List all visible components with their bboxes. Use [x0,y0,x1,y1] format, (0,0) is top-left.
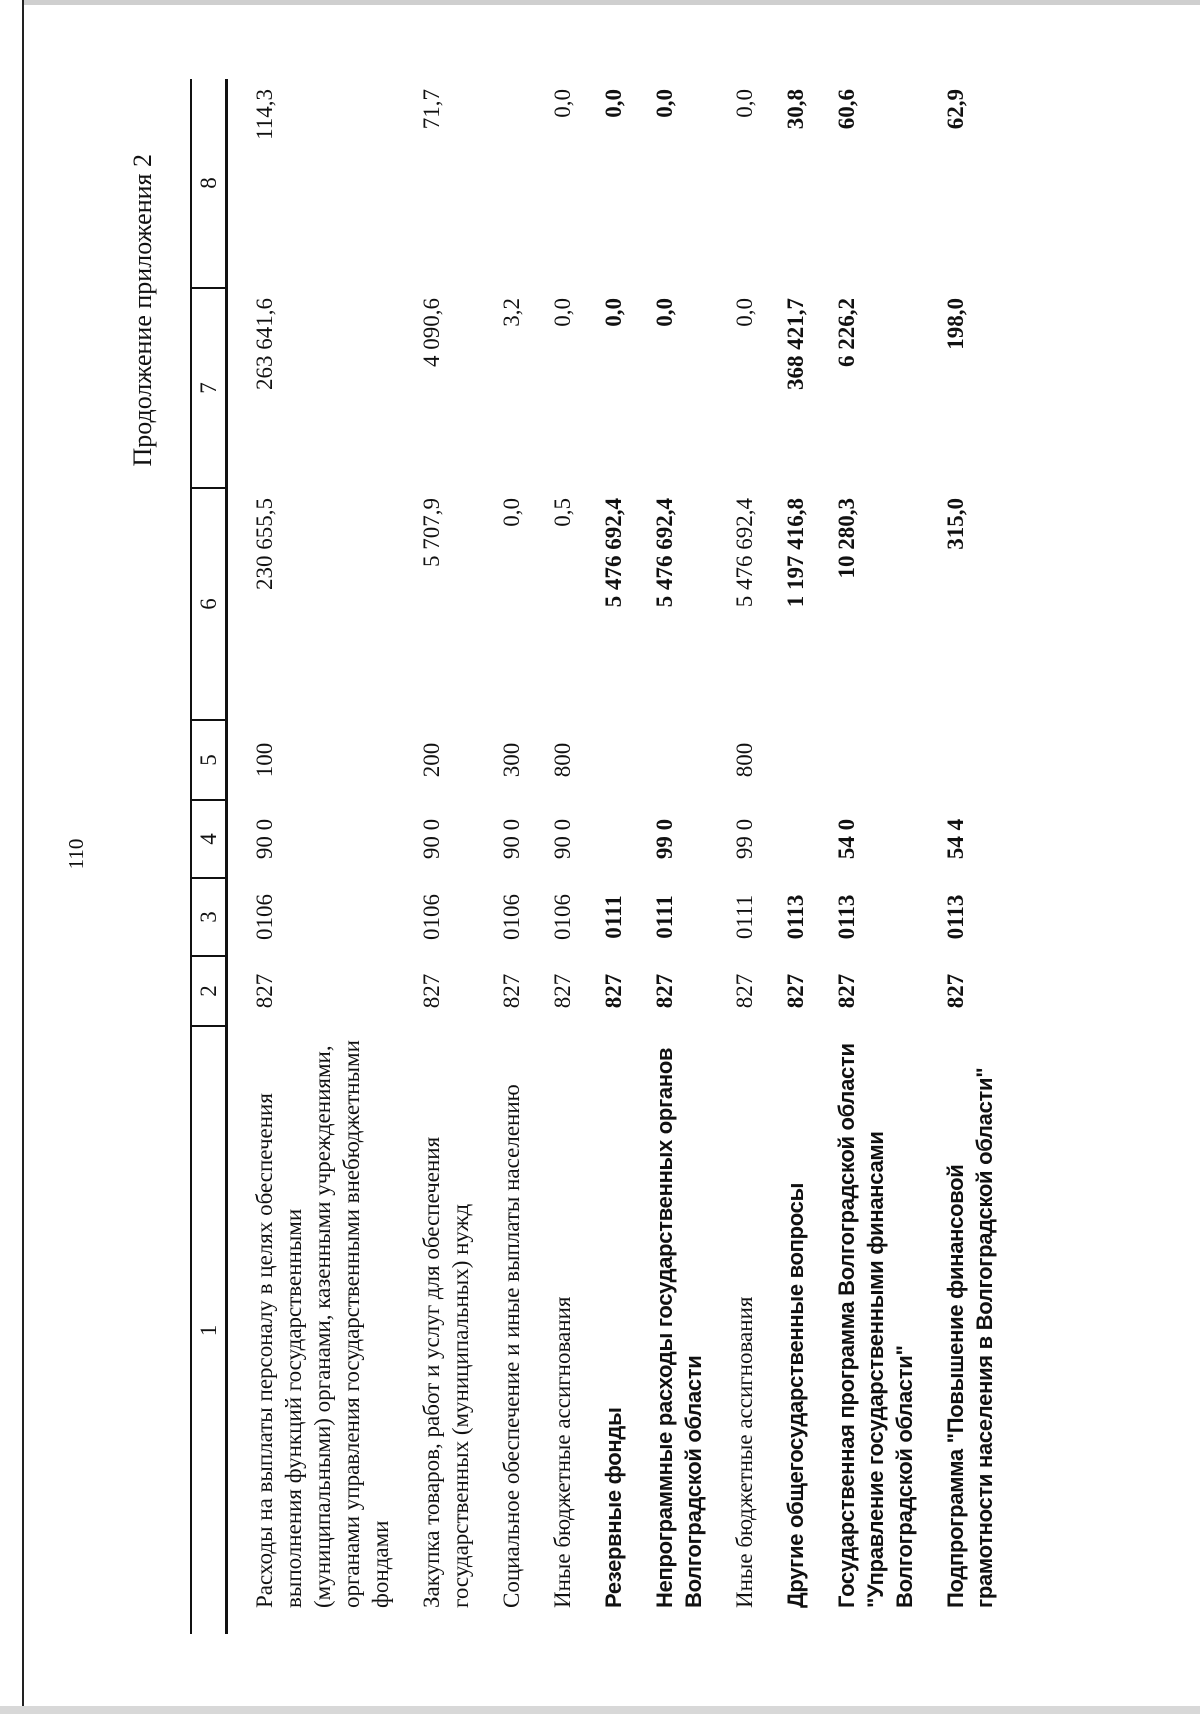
table-row [395,79,475,1634]
col-4: 54 0 [834,818,859,860]
column-header-7: 7 [191,288,227,488]
column-header-5: 5 [191,720,227,800]
table-row [227,79,396,1634]
col-2: 827 [601,973,626,1009]
col-6: 1 197 416,8 [783,498,808,608]
col-6: 5 476 692,4 [652,498,677,608]
col-2: 827 [550,973,575,1009]
col-8: 30,8 [783,89,808,130]
col-3: 0113 [783,894,808,940]
col-8: 0,0 [601,89,626,118]
col-6: 230 655,5 [252,498,277,590]
col-3: 0106 [419,894,444,940]
continuation-label: Продолжение приложения 2 [128,154,157,467]
col-2: 827 [834,973,859,1009]
col-4: 90 0 [499,818,524,860]
col-2: 827 [732,973,757,1009]
col-2: 827 [783,973,808,1009]
col-4: 99 0 [732,818,757,860]
column-header-8: 8 [191,79,227,288]
column-header-2: 2 [191,956,227,1026]
col-3: 0111 [601,895,626,939]
row-name: Социальное обеспечение и иные выплаты населению [499,1084,524,1608]
col-5: 800 [732,742,757,778]
table-row [708,79,759,1634]
header-row [191,79,227,1634]
col-4: 90 0 [419,818,444,860]
col-4 [577,800,628,878]
column-header-4: 4 [191,800,227,878]
col-3: 0106 [252,894,277,940]
col-5: 100 [252,742,277,778]
table-row [475,79,526,1634]
col-4: 90 0 [252,818,277,860]
col-5: 800 [550,742,575,778]
col-5 [759,720,810,800]
col-2: 827 [499,973,524,1009]
col-7: 0,0 [732,298,757,327]
table-row [526,79,577,1634]
col-3: 0113 [834,894,859,940]
budget-table [190,79,999,1634]
row-name: Иные бюджетные ассигнования [732,1296,757,1608]
table-row [759,79,810,1634]
col-8: 0,0 [550,89,575,118]
page-number: 110 [64,838,88,870]
column-header-6: 6 [191,488,227,720]
col-5 [810,720,919,800]
col-7: 3,2 [499,298,524,327]
col-7: 0,0 [601,298,626,327]
col-8: 0,0 [732,89,757,118]
row-name: Непрограммные расходы государственных органов Волгоградской области [652,1047,706,1608]
col-4 [759,800,810,878]
row-name: Подпрограмма "Повышение финансовой грамотности населения в Волгоградской области" [943,1067,997,1608]
col-4: 90 0 [550,818,575,860]
col-5 [577,720,628,800]
table-row [810,79,919,1634]
col-2: 827 [252,973,277,1009]
col-2: 827 [419,973,444,1009]
col-3: 0111 [652,895,677,939]
table-row [628,79,708,1634]
col-5: 200 [419,742,444,778]
row-name: Иные бюджетные ассигнования [550,1296,575,1608]
col-5 [628,720,708,800]
col-6: 5 707,9 [419,498,444,567]
row-name: Резервные фонды [601,1407,626,1608]
col-8 [475,79,526,288]
col-7: 4 090,6 [419,298,444,367]
col-7: 198,0 [943,298,968,350]
col-3: 0113 [943,894,968,940]
col-7: 368 421,7 [783,298,808,390]
col-3: 0111 [732,894,757,940]
col-6: 10 280,3 [834,498,859,579]
col-6: 0,5 [550,498,575,527]
col-3: 0106 [499,894,524,940]
col-7: 0,0 [550,298,575,327]
col-7: 6 226,2 [834,298,859,367]
col-2: 827 [943,973,968,1009]
row-name: Другие общегосударственные вопросы [783,1182,808,1608]
table-row [577,79,628,1634]
column-header-1: 1 [191,1026,227,1634]
col-5 [919,720,999,800]
col-8: 0,0 [652,89,677,118]
table-row [919,79,999,1634]
col-2: 827 [652,973,677,1009]
col-4: 99 0 [652,818,677,860]
col-6: 5 476 692,4 [601,498,626,608]
col-4: 54 4 [943,818,968,860]
col-7: 263 641,6 [252,298,277,390]
col-8: 71,7 [419,89,444,130]
col-6: 5 476 692,4 [732,498,757,608]
column-header-3: 3 [191,878,227,956]
col-6: 0,0 [499,498,524,527]
row-name: Государственная программа Волгоградской области "Управление государственными финансами Волгоградской области" [834,1043,917,1608]
col-7: 0,0 [652,298,677,327]
col-6: 315,0 [943,498,968,550]
row-name: Закупка товаров, работ и услуг для обеспечения государственных (муниципальных) нужд [419,1136,473,1608]
col-8: 62,9 [943,89,968,130]
col-5: 300 [499,742,524,778]
col-8: 114,3 [252,89,277,140]
col-3: 0106 [550,894,575,940]
col-8: 60,6 [834,89,859,130]
row-name: Расходы на выплаты персоналу в целях обеспечения выполнения функций государственными (муниципальными) органами, казенными учреждениями, органами управления государственными внебюджетными фондами [252,1040,393,1608]
